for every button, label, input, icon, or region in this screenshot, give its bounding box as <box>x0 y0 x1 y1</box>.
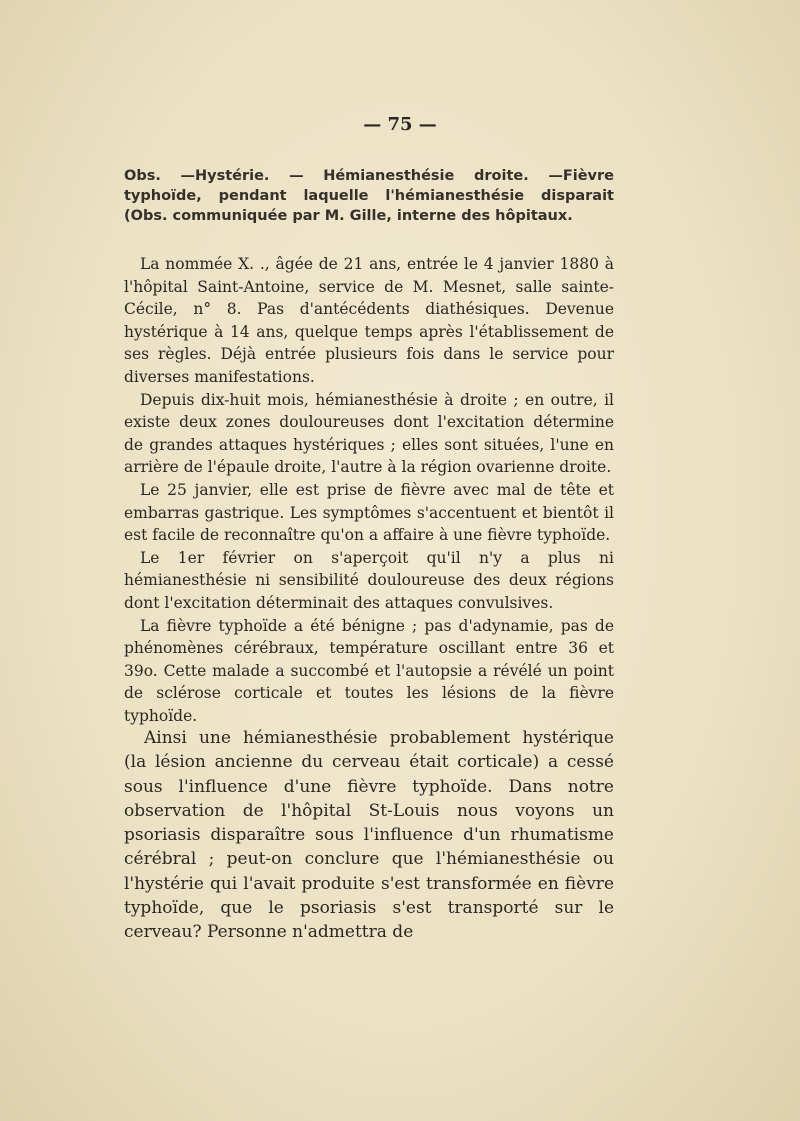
case-paragraph: La fièvre typhoïde a été bénigne ; pas d'adynamie, pas de phénomènes cérébraux, température oscillant entre 36 et 39o. Cette malade a succombé et l'autopsie a révélé un point de sclérose corticale et toutes les lésions de la fièvre typhoïde. <box>124 616 614 725</box>
page-number: — 75 — <box>363 114 437 135</box>
case-paragraph: Depuis dix-huit mois, hémianesthésie à droite ; en outre, il existe deux zones douloureuses dont l'excitation détermine de grandes attaques hystériques ; elles sont situées, l'une en arrière de l'épaule droite, l'autre à la région ovarienne droite. <box>124 390 614 477</box>
case-paragraph: Le 1er février on s'aperçoit qu'il n'y a plus ni hémianesthésie ni sensibilité douloureuse des deux régions dont l'excitation déterminait des attaques convulsives. <box>124 548 614 612</box>
case-report <box>124 253 614 727</box>
observation-heading: Obs. —Hystérie. — Hémianesthésie droite. —Fièvre typhoïde, pendant laquelle l'hémianesthésie disparait (Obs. communiquée par M. Gille, interne des hôpitaux. <box>124 168 614 224</box>
commentary-paragraph: Ainsi une hémianesthésie probablement hystérique (la lésion ancienne du cerveau était corticale) a cessé sous l'influence d'une fièvre typhoïde. Dans notre observation de l'hôpital St-Louis nous voyons un psoriasis disparaître sous l'influence d'un rhumatisme cérébral ; peut-on conclure que l'hémianesthésie ou l'hystérie qui l'avait produite s'est transformée en fièvre typhoïde, que le psoriasis s'est transporté sur le cerveau? Personne n'admettra de <box>124 728 614 943</box>
commentary <box>124 726 614 945</box>
case-paragraph: Le 25 janvier, elle est prise de fièvre avec mal de tête et embarras gastrique. Les symptômes s'accentuent et bientôt il est facile de reconnaître qu'on a affaire à une fièvre typhoïde. <box>124 480 614 545</box>
case-paragraph: La nommée X. ., âgée de 21 ans, entrée le 4 janvier 1880 à l'hôpital Saint-Antoine, service de M. Mesnet, salle sainte-Cécile, n° 8. Pas d'antécédents diathésiques. Devenue hystérique à 14 ans, quelque temps après l'établissement de ses règles. Déjà entrée plusieurs fois dans le service pour diverses manifestations. <box>124 255 614 386</box>
